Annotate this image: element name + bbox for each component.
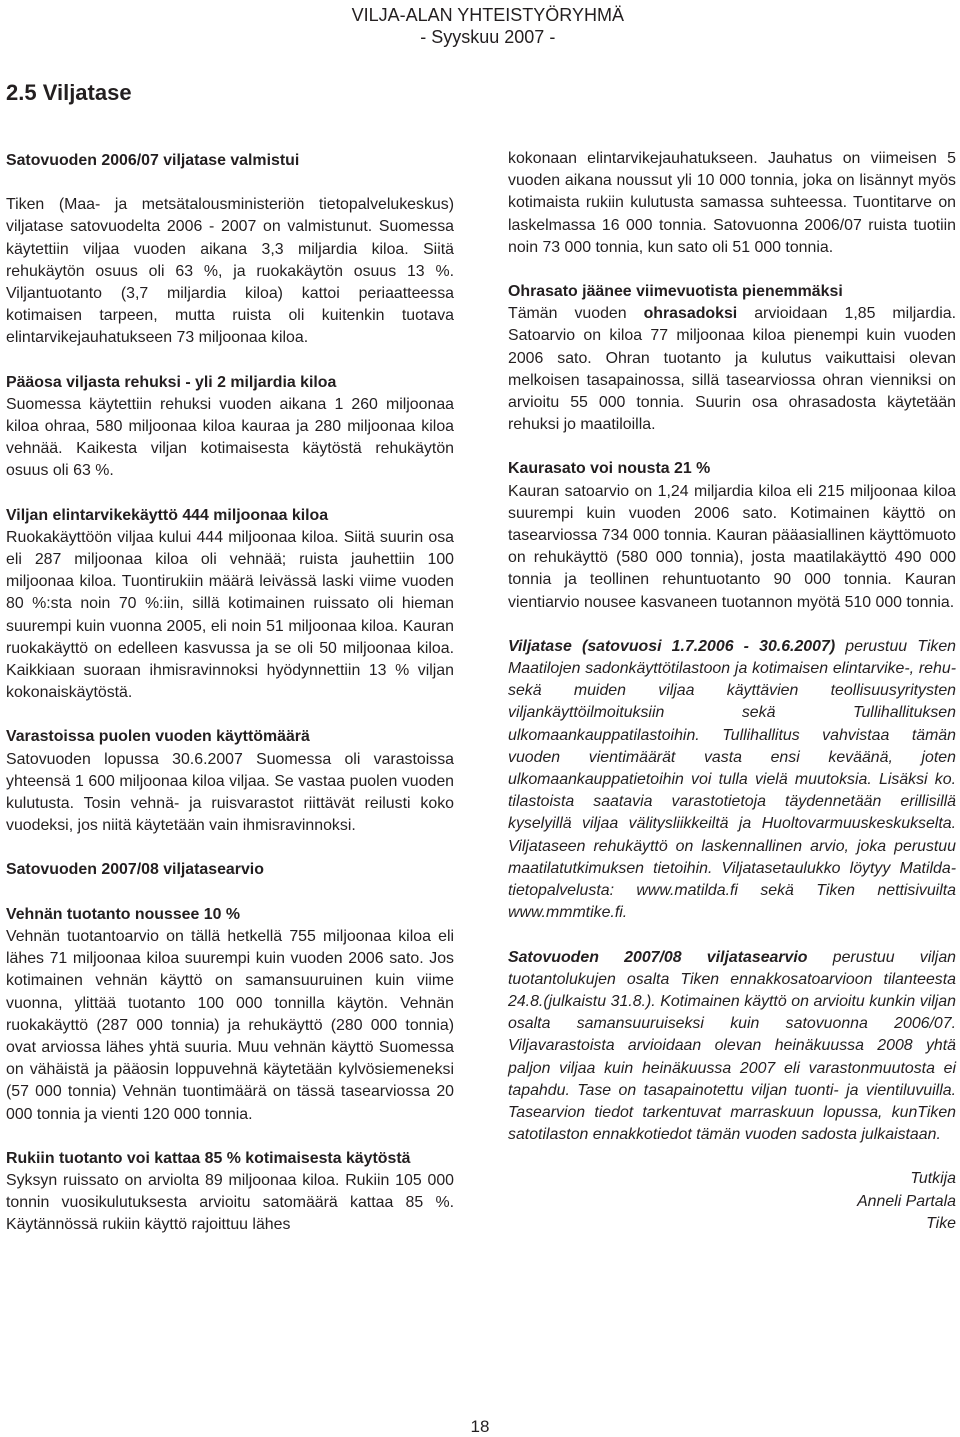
article-paragraph: Satovuoden lopussa 30.6.2007 Suomessa oli varastoissa yhteensä 1 600 miljoonaa kiloa viljaa. Se vastaa puolen vuoden kulutusta. Tosin vehnä- ja ruisvarastot riittävät reilusti koko vuodeksi, jos niitä käytetään vain ihmisravinnoksi. <box>6 750 454 835</box>
article-paragraph <box>508 636 956 925</box>
author-title: Tutkija <box>910 1170 956 1188</box>
article-paragraph: Suomessa käytettiin rehuksi vuoden aikana 1 260 miljoonaa kiloa ohraa, 580 miljoonaa kiloa kauraa ja 280 miljoonaa kiloa vehnää. Kaikesta viljan kotimaisesta käytöstä rehukäytön osuus oli 63 %. <box>6 395 454 480</box>
author-signature <box>508 1168 956 1235</box>
lead-in-text: Viljatase (satovuosi 1.7.2006 - 30.6.2007) <box>508 637 836 655</box>
header-organization: VILJA-ALAN YHTEISTYÖRYHMÄ <box>351 5 624 25</box>
author-name: Anneli Partala <box>857 1192 956 1210</box>
article-paragraph: kokonaan elintarvikejauhatukseen. Jauhatus on viimeisen 5 vuoden aikana noussut yli 10 000 tonnia, joka on lisännyt myös kotimaista rukiin kulutusta samassa suhteessa. Tuontitarve on laskelmassa 16 000 tonnia. Satovuonna 2006/07 ruista tuotiin noin 73 000 tonnia, kun sato oli 51 000 tonnia. <box>508 150 956 256</box>
article-paragraph: Vehnän tuotantoarvio on tällä hetkellä 755 miljoonaa kiloa eli lähes 71 miljoonaa kiloa suurempi kuin vuoden 2006 sato. Jos kotimainen vehnän käyttö on samansuuruinen kuin viime vuonna, ylittää tuotanto 100 000 tonnilla käytön. Vehnän ruokakäyttö (287 000 tonnia) ja rehukäyttö (280 000 tonnia) ovat arviossa lähes yhtä suuria. Muu vehnän käyttö Suomessa on vähäistä ja pääosin loppuvehnä käytetään kylvösiemeneksi (57 000 tonnia) Vehnän tuontimäärä on tässä tasearviossa 20 000 tonnia ja vienti 120 000 tonnia. <box>6 927 454 1123</box>
article-heading: Satovuoden 2006/07 viljatase valmistui <box>6 152 300 169</box>
emphasis-text: ohrasadoksi <box>643 305 738 323</box>
lead-in-text: Satovuoden 2007/08 viljatasearvio <box>508 948 808 966</box>
header-date: - Syyskuu 2007 - <box>420 27 556 47</box>
article-block <box>508 458 956 613</box>
article-heading: Viljan elintarvikekäyttö 444 miljoonaa kiloa <box>6 506 329 524</box>
article-block <box>6 904 454 1126</box>
article-block <box>508 636 956 925</box>
article-heading: Vehnän tuotanto noussee 10 % <box>6 905 240 923</box>
left-column <box>6 150 454 1259</box>
article-heading: Rukiin tuotanto voi kattaa 85 % kotimaisesta käytöstä <box>6 1149 411 1167</box>
article-heading: Varastoissa puolen vuoden käyttömäärä <box>6 728 310 746</box>
text-run: perustuu Tiken Maatilojen sadonkäyttötilastoon ja kotimaisen elintarvike-, rehu- sekä muiden viljaa käyttävien teollisuusyritysten viljankäyttöilmoituksiin sekä Tullihallituksen ulkomaankauppatilastoihin. Tullihallitus vahvistaa tämän vuoden vientimäärät vasta ensi keväänä, joten ulkomaankauppatietoihin voi tulla vielä muutoksia. Lisäksi ko. tilastoista saatavia varastotietoja täydennetään erillisillä kyselyillä viljaa välitysliikkeiltä ja Huoltovarmuuskeskukselta. Viljataseen rehukäyttö on laskennallinen arvio, joka perustuu maatilatutkimuksen tietoihin. Viljatasetaulukko löytyy Matilda-tietopalvelusta: www.matilda.fi sekä Tiken nettisivuilta www.mmmtike.fi. <box>508 637 956 922</box>
page-number: 18 <box>470 1417 490 1436</box>
article-heading: Pääosa viljasta rehuksi - yli 2 miljardia kiloa <box>6 373 337 391</box>
article-heading: Satovuoden 2007/08 viljatasearvio <box>6 861 264 879</box>
text-run: perustuu viljan tuotantolukujen osalta Tiken ennakkosatoarvioon tilanteesta 24.8.(julkaistu 31.8.). Kotimainen käyttö on arvioitu kunkin viljan osalta samansuuruiseksi kuin satovuonna 2006/07. Viljavarastoista arvioidaan olevan heinäkuussa 2008 yhtä paljon viljaa kuin heinäkuussa 2007 eli varastonmuutosta ei tapahdu. Tase on tasapainotettu viljan tuonti- ja vientiluvuilla. Tasearvion tiedot tarkentuvat marraskuun lopussa, kunTiken satotilaston ennakkotiedot tämän vuoden sadosta julkaistaan. <box>508 948 956 1144</box>
author-organization: Tike <box>926 1214 956 1232</box>
article-paragraph: Kauran satoarvio on 1,24 miljardia kiloa eli 215 miljoonaa kiloa suurempi kuin vuoden 2006 sato. Kotimainen käyttö on tasearviossa 734 000 tonnia. Kauran pääasiallinen käyttömuoto on rehukäyttö (580 000 tonnia), josta maatilakäyttö 490 000 tonnia ja teollinen rehuntuotanto 90 000 tonnia. Kauran vientiarvio nousee kasvaneen tuotannon myötä 510 000 tonnia. <box>508 482 956 611</box>
article-paragraph <box>508 947 956 1147</box>
article-block <box>6 150 454 350</box>
article-block <box>6 372 454 483</box>
article-paragraph <box>508 303 956 436</box>
article-block <box>6 505 454 705</box>
article-block <box>508 947 956 1147</box>
article-block <box>6 726 454 837</box>
text-run: Tämän vuoden <box>508 305 644 323</box>
article-block <box>6 1148 454 1237</box>
running-header <box>352 4 624 48</box>
article-paragraph: Syksyn ruissato on arviolta 89 miljoonaa kiloa. Rukiin 105 000 tonnin vuosikulutuksesta arvioitu satomäärä kattaa 85 %. Käytännössä rukiin käyttö rajoittuu lähes <box>6 1171 454 1234</box>
article-heading: Kaurasato voi nousta 21 % <box>508 460 711 478</box>
text-run: arvioidaan 1,85 miljardia. Satoarvio on kiloa 77 miljoonaa kiloa pienempi kuin vuoden 2006 sato. Ohran tuotanto ja kulutus vaikuttaisi olevan melkoisen tasapainossa, sillä tasearviossa ohran vienniksi on arvioitu 55 000 tonnia. Suurin osa ohrasadosta käytetään rehuksi jo maatiloilla. <box>508 305 957 434</box>
article-block <box>6 859 454 881</box>
article-paragraph: Ruokakäyttöön viljaa kului 444 miljoonaa kiloa. Siitä suurin osa eli 287 miljoonaa kiloa oli vehnää; ruista jauhettiin 100 miljoonaa kiloa. Tuontirukiin määrä leivässä laski viime vuoden 80 %:sta noin 70 %:iin, sillä kotimainen ruissato oli hieman suurempi kuin vuonna 2005, eli noin 51 miljoonaa kiloa. Kauran ruokakäyttö on edelleen kasvussa ja se oli 50 miljoonaa kiloa. Kaikkiaan suoraan ihmisravinnoksi hyödynnettiin 13 % viljan kokonaiskäytöstä. <box>6 528 454 702</box>
article-paragraph: Tiken (Maa- ja metsätalousministeriön tietopalvelukeskus) viljatase satovuodelta 2006 - 2007 on valmistunut. Suomessa käytettiin viljaa vuoden aikana 3,3 miljardia kiloa. Siitä rehukäytön osuus oli 63 %, ja ruokakäytön osuus 13 %. Viljantuotanto (3,7 miljardia kiloa) kattoi periaatteessa kotimaisen tarpeen, mutta ruista oli kuitenkin tuotava elintarvikejauhatukseen 73 miljoonaa kiloa. <box>6 196 454 347</box>
right-column <box>508 148 956 1235</box>
article-heading: Ohrasato jäänee viimevuotista pienemmäksi <box>508 283 843 301</box>
article-block <box>508 281 956 436</box>
article-block <box>508 148 956 259</box>
section-title: 2.5 Viljatase <box>6 80 132 105</box>
